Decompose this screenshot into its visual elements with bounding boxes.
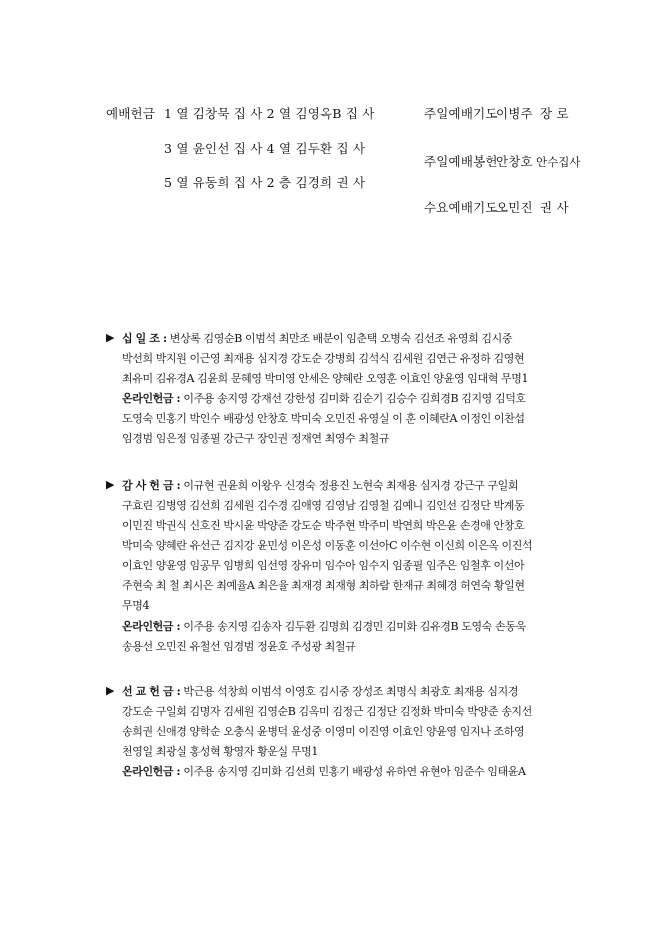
offering-row-3: 5 열 유동희 집 사 2 층 김경희 권 사 <box>164 175 366 190</box>
name-list: 이주용 송지영 김송자 김두환 김명희 김경민 김미화 김유경B 도영숙 손동욱 <box>183 620 526 633</box>
online-line <box>122 617 562 637</box>
name-list: 천영일 최광실 홍성혁 황영자 황운실 무명1 <box>122 745 318 758</box>
name-list: 이주용 송지영 강재선 강한성 김미화 김순기 김승수 김희경B 김지영 김덕호 <box>183 392 526 405</box>
offering-label: 예배헌금 <box>106 106 156 121</box>
online-header: 온라인헌금 : <box>122 620 181 633</box>
section-header: 십 일 조 : <box>122 332 167 345</box>
role-label-2: 주일예배봉헌 <box>424 154 498 169</box>
online-line <box>122 389 562 409</box>
role-title-3: 권 사 <box>540 200 569 215</box>
role-name-1: 이병주 <box>496 106 533 121</box>
role-name-2: 안창호 <box>496 154 533 169</box>
bullet-icon: ▶ <box>106 478 115 491</box>
bullet-icon: ▶ <box>106 684 115 697</box>
name-list: 구효린 김병영 김선희 김세원 김수경 김애영 김영남 김영철 김예니 김인선 김정단 박계동 <box>122 499 525 512</box>
section-line <box>122 682 562 702</box>
name-list: 이효인 양윤영 임공무 임병희 임선영 장유미 임수아 임수지 임종필 임주은 임철후 이선아 <box>122 559 525 572</box>
role-title-1: 장 로 <box>540 106 569 121</box>
name-list: 변상록 김영순B 이범석 최만조 배분이 임춘택 오병숙 김선조 유영희 김시중 <box>169 332 513 345</box>
section-header: 감 사 헌 금 : <box>122 479 181 492</box>
name-list: 이주용 송지영 김미화 김선희 민홍기 배광성 유하연 유현아 임준수 임태윤A <box>183 765 526 778</box>
name-list: 박근용 석창희 이범석 이영호 김시중 장성조 최명식 최광호 최재용 심지경 <box>183 685 519 698</box>
name-list: 이민진 박권식 신호진 박시윤 박양준 강도순 박주현 박주미 박연희 박은윤 손경애 안창호 <box>122 519 525 532</box>
role-name-3: 오민진 <box>496 200 533 215</box>
name-list: 송용선 오민진 유철선 임경범 정윤호 주성광 최철규 <box>122 640 356 653</box>
name-list: 강도순 구일회 김명자 김세원 김영순B 김옥미 김정근 김정단 김정화 박미숙 박양준 송지선 <box>122 705 532 718</box>
bullet-icon: ▶ <box>106 331 115 344</box>
name-list: 박선희 박지원 이근영 최재용 심지경 강도순 강병희 김석식 김세원 김연근 유정하 김영현 <box>122 352 525 365</box>
role-title-2: 안수집사 <box>536 155 581 169</box>
name-list: 도영숙 민홍기 박인수 배광성 안창호 박미숙 오민진 유영실 이 훈 이혜란A 이정인 이찬섭 <box>122 412 525 425</box>
online-line <box>122 762 562 782</box>
role-label-3: 수요예배기도 <box>424 200 498 215</box>
offering-row-2: 3 열 윤인선 집 사 4 열 김두환 집 사 <box>164 141 366 156</box>
section-line <box>122 329 562 349</box>
name-list: 임경범 임은정 임종필 강근구 장인권 정재연 최영수 최철규 <box>122 432 390 445</box>
section-header: 선 교 헌 금 : <box>122 685 181 698</box>
name-list: 송희권 신애경 양학순 오충식 윤병덕 윤성중 이영미 이진영 이효인 양윤영 임지나 조하영 <box>122 725 525 738</box>
name-list: 이규현 권윤희 이왕우 신경숙 정용진 노현숙 최재용 심지경 강근구 구일회 <box>183 479 519 492</box>
name-list: 주현숙 최 철 최시은 최예율A 최은율 최재경 최재형 최하람 한재규 최혜경 허연숙 황일현 <box>122 579 525 592</box>
role-label-1: 주일예배기도 <box>424 106 498 121</box>
offering-row-1: 1 열 김창묵 집 사 2 열 김영옥B 집 사 <box>164 106 375 121</box>
online-header: 온라인헌금 : <box>122 765 181 778</box>
name-list: 무명4 <box>122 599 150 612</box>
name-list: 박미숙 양혜란 유선근 김지강 윤민성 이은성 이동훈 이선아C 이수현 이신희 이은옥 이진석 <box>122 539 533 552</box>
online-header: 온라인헌금 : <box>122 392 181 405</box>
name-list: 최유미 김유경A 김윤희 문혜영 박미영 안세은 양혜란 오영훈 이효인 양윤영 임대혁 무명1 <box>122 372 529 385</box>
section-line <box>122 476 562 496</box>
